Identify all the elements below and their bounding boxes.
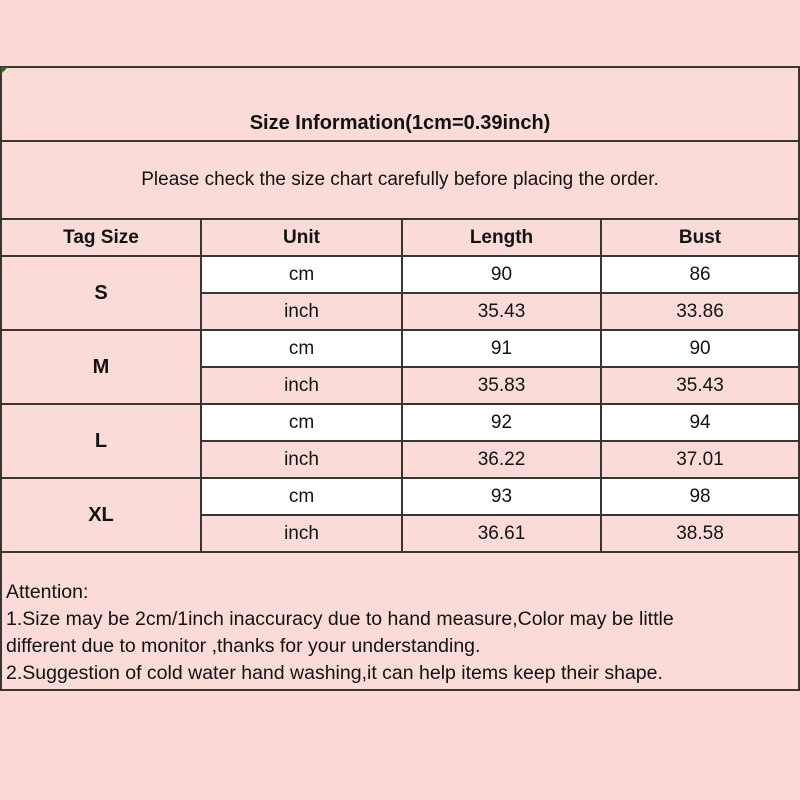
length-value-cell: 36.61	[402, 515, 601, 552]
size-info-title: Size Information(1cm=0.39inch)	[1, 67, 799, 141]
tag-size-cell-s: S	[1, 256, 201, 330]
table-row	[1, 330, 799, 367]
unit-cell: cm	[201, 478, 402, 515]
size-chart-table	[0, 66, 800, 691]
tag-size-cell-m: M	[1, 330, 201, 404]
unit-cell: cm	[201, 256, 402, 293]
bust-value-cell: 90	[601, 330, 799, 367]
tag-size-cell-xl: XL	[1, 478, 201, 552]
bust-value-cell: 33.86	[601, 293, 799, 330]
unit-cell: inch	[201, 293, 402, 330]
title-row	[1, 67, 799, 141]
unit-cell: cm	[201, 330, 402, 367]
unit-cell: inch	[201, 367, 402, 404]
bust-value-cell: 86	[601, 256, 799, 293]
bust-value-cell: 98	[601, 478, 799, 515]
attention-block	[1, 552, 799, 690]
unit-cell: cm	[201, 404, 402, 441]
bust-value-cell: 38.58	[601, 515, 799, 552]
col-header-length: Length	[402, 219, 601, 256]
col-header-bust: Bust	[601, 219, 799, 256]
table-row	[1, 478, 799, 515]
length-value-cell: 91	[402, 330, 601, 367]
tag-size-cell-l: L	[1, 404, 201, 478]
corner-artifact-green	[1, 67, 8, 74]
unit-cell: inch	[201, 441, 402, 478]
length-value-cell: 93	[402, 478, 601, 515]
attention-line: 1.Size may be 2cm/1inch inaccuracy due to hand measure,Color may be little	[6, 608, 674, 630]
attention-line: different due to monitor ,thanks for your understanding.	[6, 635, 481, 657]
col-header-tag-size: Tag Size	[1, 219, 201, 256]
column-header-row	[1, 219, 799, 256]
size-chart-notice: Please check the size chart carefully before placing the order.	[1, 141, 799, 219]
bust-value-cell: 94	[601, 404, 799, 441]
table-row	[1, 404, 799, 441]
bust-value-cell: 35.43	[601, 367, 799, 404]
subtitle-row	[1, 141, 799, 219]
length-value-cell: 90	[402, 256, 601, 293]
length-value-cell: 92	[402, 404, 601, 441]
table-row	[1, 256, 799, 293]
unit-cell: inch	[201, 515, 402, 552]
bust-value-cell: 37.01	[601, 441, 799, 478]
attention-heading: Attention:	[6, 581, 89, 603]
length-value-cell: 36.22	[402, 441, 601, 478]
attention-row	[1, 552, 799, 690]
attention-line: 2.Suggestion of cold water hand washing,it can help items keep their shape.	[6, 662, 663, 684]
length-value-cell: 35.43	[402, 293, 601, 330]
col-header-unit: Unit	[201, 219, 402, 256]
length-value-cell: 35.83	[402, 367, 601, 404]
